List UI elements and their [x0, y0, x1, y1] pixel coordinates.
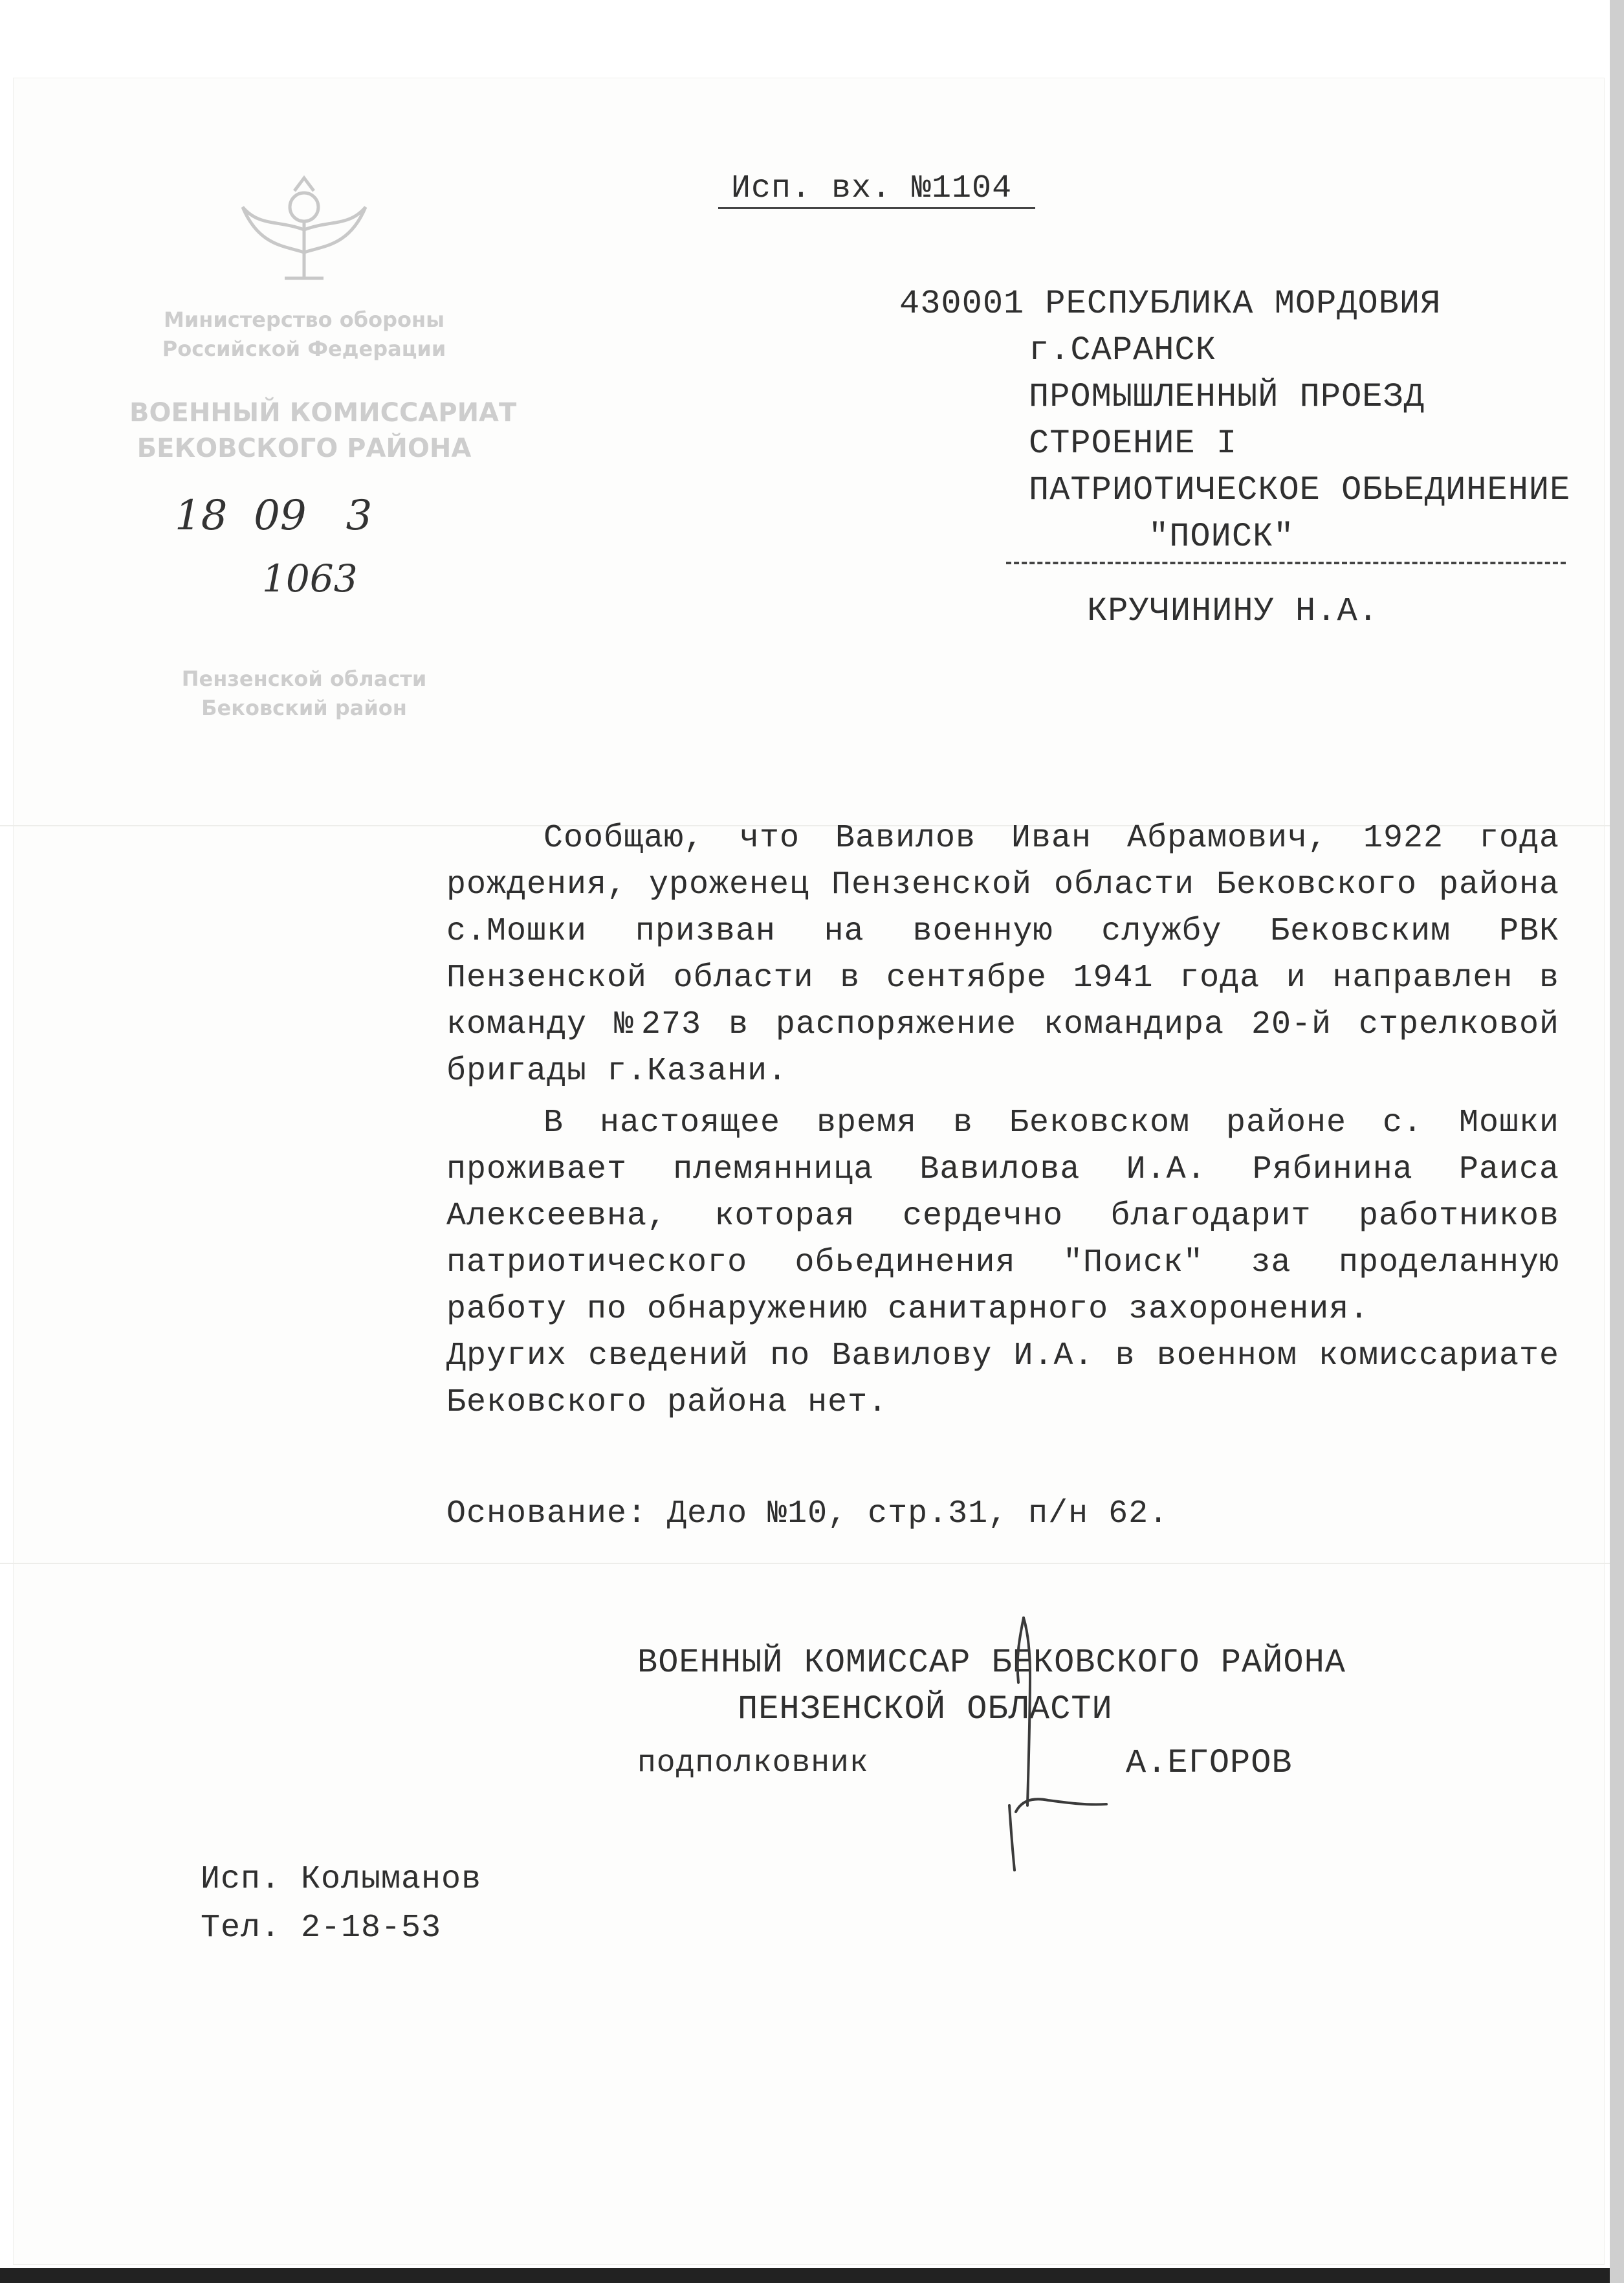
stamp-text: Пензенской области: [181, 667, 427, 691]
handwritten-date: 18 09 3: [175, 492, 373, 540]
letter-body: [446, 1333, 1559, 1426]
stamp-text: Министерство обороны: [163, 307, 445, 332]
signatory-name: А.ЕГОРОВ: [1126, 1744, 1293, 1782]
stamp-text: БЕКОВСКОГО РАЙОНА: [137, 434, 472, 463]
body-paragraph: Сообщаю, что Вавилов Иван Абрамович, 1922 года рождения, уроженец Пензенской области Бековского района с.Мошки призван на военную службу Бековским РВК Пензенской области в сентябре 1941 года и направлен в команду №273 в распоряжение командира 20-й стрелковой бригады г.Казани.: [446, 820, 1559, 1090]
address-line: "ПОИСК": [1148, 518, 1295, 556]
faded-stamp: [129, 168, 517, 751]
signatory-rank: подполковник: [637, 1746, 869, 1781]
stamp-text: Бековский район: [201, 696, 407, 720]
handwritten-number: 1063: [262, 557, 358, 601]
address-line: ПРОМЫШЛЕННЫЙ ПРОЕЗД: [1029, 378, 1425, 416]
stamp-text: ВОЕННЫЙ КОМИССАРИАТ: [129, 398, 517, 428]
signatory-title: ПЕНЗЕНСКОЙ ОБЛАСТИ: [738, 1690, 1113, 1728]
address-line: г.САРАНСК: [1029, 331, 1216, 369]
address-line: ПАТРИОТИЧЕСКОЕ ОБЬЕДИНЕНИЕ: [1029, 471, 1571, 509]
address-divider: [1006, 562, 1566, 564]
address-line: 430001 РЕСПУБЛИКА МОРДОВИЯ: [899, 285, 1442, 323]
scan-edge: [1610, 0, 1624, 2283]
letter-body: [446, 1100, 1559, 1333]
body-paragraph: Других сведений по Вавилову И.А. в военном комиссариате Бековского района нет.: [446, 1338, 1559, 1421]
scan-edge: [0, 2268, 1624, 2283]
fold-line: [0, 1563, 1624, 1564]
ref-underline: [718, 207, 1035, 209]
executor-phone: Тел. 2-18-53: [201, 1910, 442, 1947]
executor-name: Исп. Колыманов: [201, 1861, 482, 1898]
signature-icon: [971, 1592, 1139, 1890]
ref-number: Исп. вх. №1104: [731, 170, 1013, 207]
stamp-text: Российской Федерации: [162, 336, 446, 361]
recipient-name: КРУЧИНИНУ Н.А.: [1087, 592, 1379, 630]
basis-line: Основание: Дело №10, стр.31, п/н 62.: [446, 1495, 1169, 1532]
signatory-title: ВОЕННЫЙ КОМИССАР БЕКОВСКОГО РАЙОНА: [637, 1644, 1346, 1682]
eagle-emblem-icon: [233, 168, 375, 298]
letter-body: [446, 815, 1559, 1095]
address-line: СТРОЕНИЕ I: [1029, 425, 1238, 463]
body-paragraph: В настоящее время в Бековском районе с. Мошки проживает племянница Вавилова И.А. Рябинина Раиса Алексеевна, которая сердечно благодарит работников патриотического обьединения "Поиск" за проделанную работу по обнаружению санитарного захоронения.: [446, 1105, 1559, 1328]
